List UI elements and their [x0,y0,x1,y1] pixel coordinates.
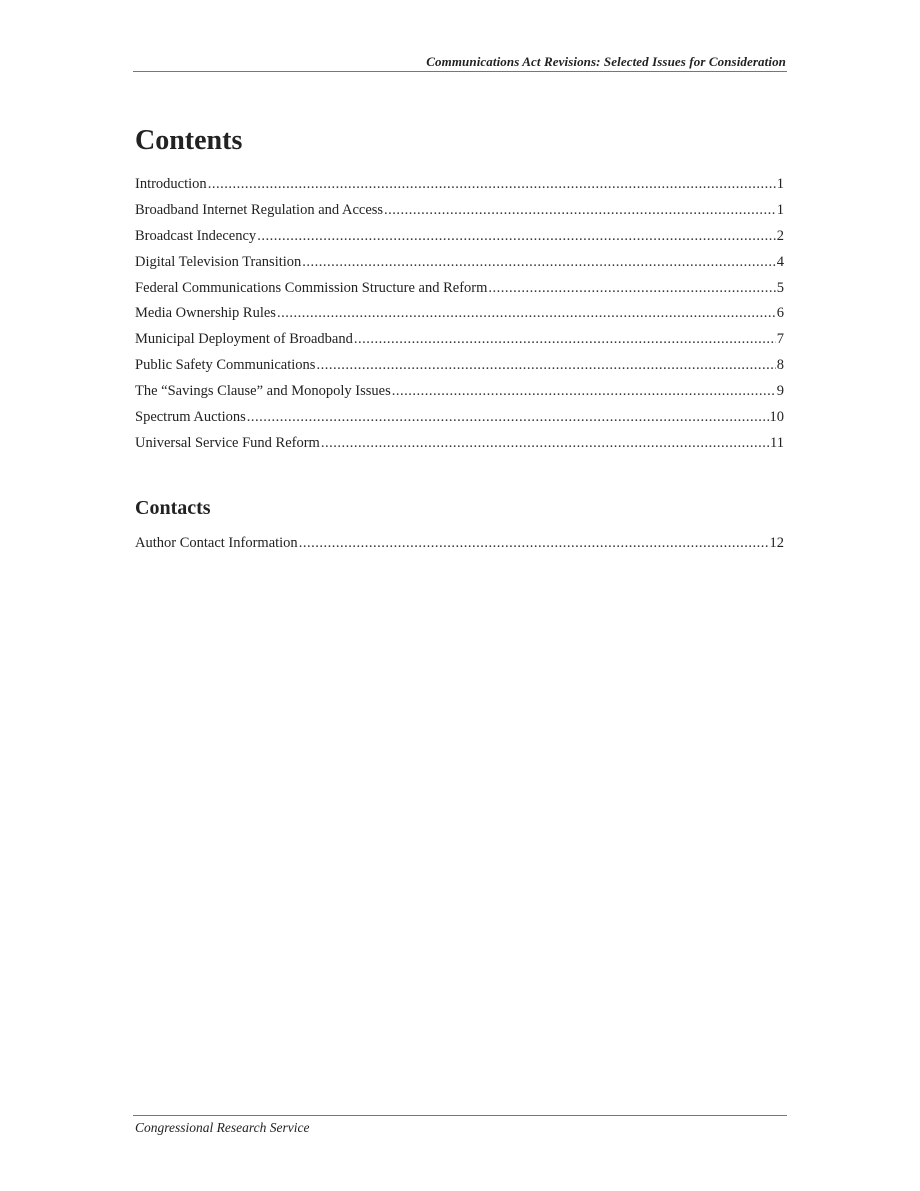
running-footer: Congressional Research Service [135,1120,310,1135]
toc-entry-label: Universal Service Fund Reform [135,434,320,451]
toc-entry-label: Municipal Deployment of Broadband [135,331,353,348]
contents-list [135,176,784,461]
toc-entry-label: Federal Communications Commission Structure and Reform [135,279,488,296]
toc-dot-leader [354,331,776,348]
toc-page-number: 4 [776,253,784,270]
toc-page-number: 1 [776,176,784,192]
toc-entry-label: Broadcast Indecency [135,227,257,244]
contacts-title: Contacts [135,497,211,519]
toc-entry-label: Spectrum Auctions [135,409,246,426]
toc-dot-leader [299,535,769,552]
toc-page-number: 8 [776,357,784,374]
toc-page-number: 6 [776,305,784,322]
toc-page-number: 1 [776,201,784,218]
toc-entry-label: Author Contact Information [135,535,298,551]
toc-page-number: 7 [776,331,784,348]
toc-dot-leader [208,176,776,193]
toc-entry-universal-service[interactable] [135,435,784,461]
toc-entry-author-contact[interactable] [135,535,784,561]
toc-entry-digital-television[interactable] [135,254,784,280]
toc-entry-spectrum-auctions[interactable] [135,409,784,435]
contacts-list [135,535,784,561]
footer-rule [133,1115,787,1116]
toc-page-number: 12 [769,535,784,551]
toc-dot-leader [302,254,775,271]
toc-entry-broadband-internet[interactable] [135,202,784,228]
toc-entry-label: Media Ownership Rules [135,305,276,322]
toc-entry-label: Introduction [135,176,207,192]
toc-dot-leader [321,435,769,452]
toc-entry-fcc-structure[interactable] [135,280,784,306]
header-rule [133,71,787,72]
toc-dot-leader [488,280,775,297]
toc-dot-leader [277,305,776,322]
toc-page-number: 10 [769,409,784,426]
toc-page-number: 11 [770,434,784,451]
toc-entry-label: Public Safety Communications [135,357,316,374]
toc-dot-leader [316,357,775,374]
toc-entry-media-ownership[interactable] [135,305,784,331]
toc-entry-label: Digital Television Transition [135,253,302,270]
toc-entry-broadcast-indecency[interactable] [135,228,784,254]
toc-page-number: 2 [776,227,784,244]
toc-dot-leader [384,202,776,219]
toc-entry-label: Broadband Internet Regulation and Access [135,201,384,218]
running-header: Communications Act Revisions: Selected Issues for Consideration [426,54,786,69]
toc-dot-leader [247,409,769,426]
toc-entry-public-safety[interactable] [135,357,784,383]
contents-title: Contents [135,125,243,156]
toc-entry-municipal-broadband[interactable] [135,331,784,357]
toc-entry-savings-clause[interactable] [135,383,784,409]
toc-page-number: 5 [776,279,784,296]
toc-entry-label: The “Savings Clause” and Monopoly Issues [135,383,391,400]
toc-dot-leader [392,383,776,400]
toc-entry-introduction[interactable] [135,176,784,202]
toc-dot-leader [257,228,776,245]
toc-page-number: 9 [776,383,784,400]
